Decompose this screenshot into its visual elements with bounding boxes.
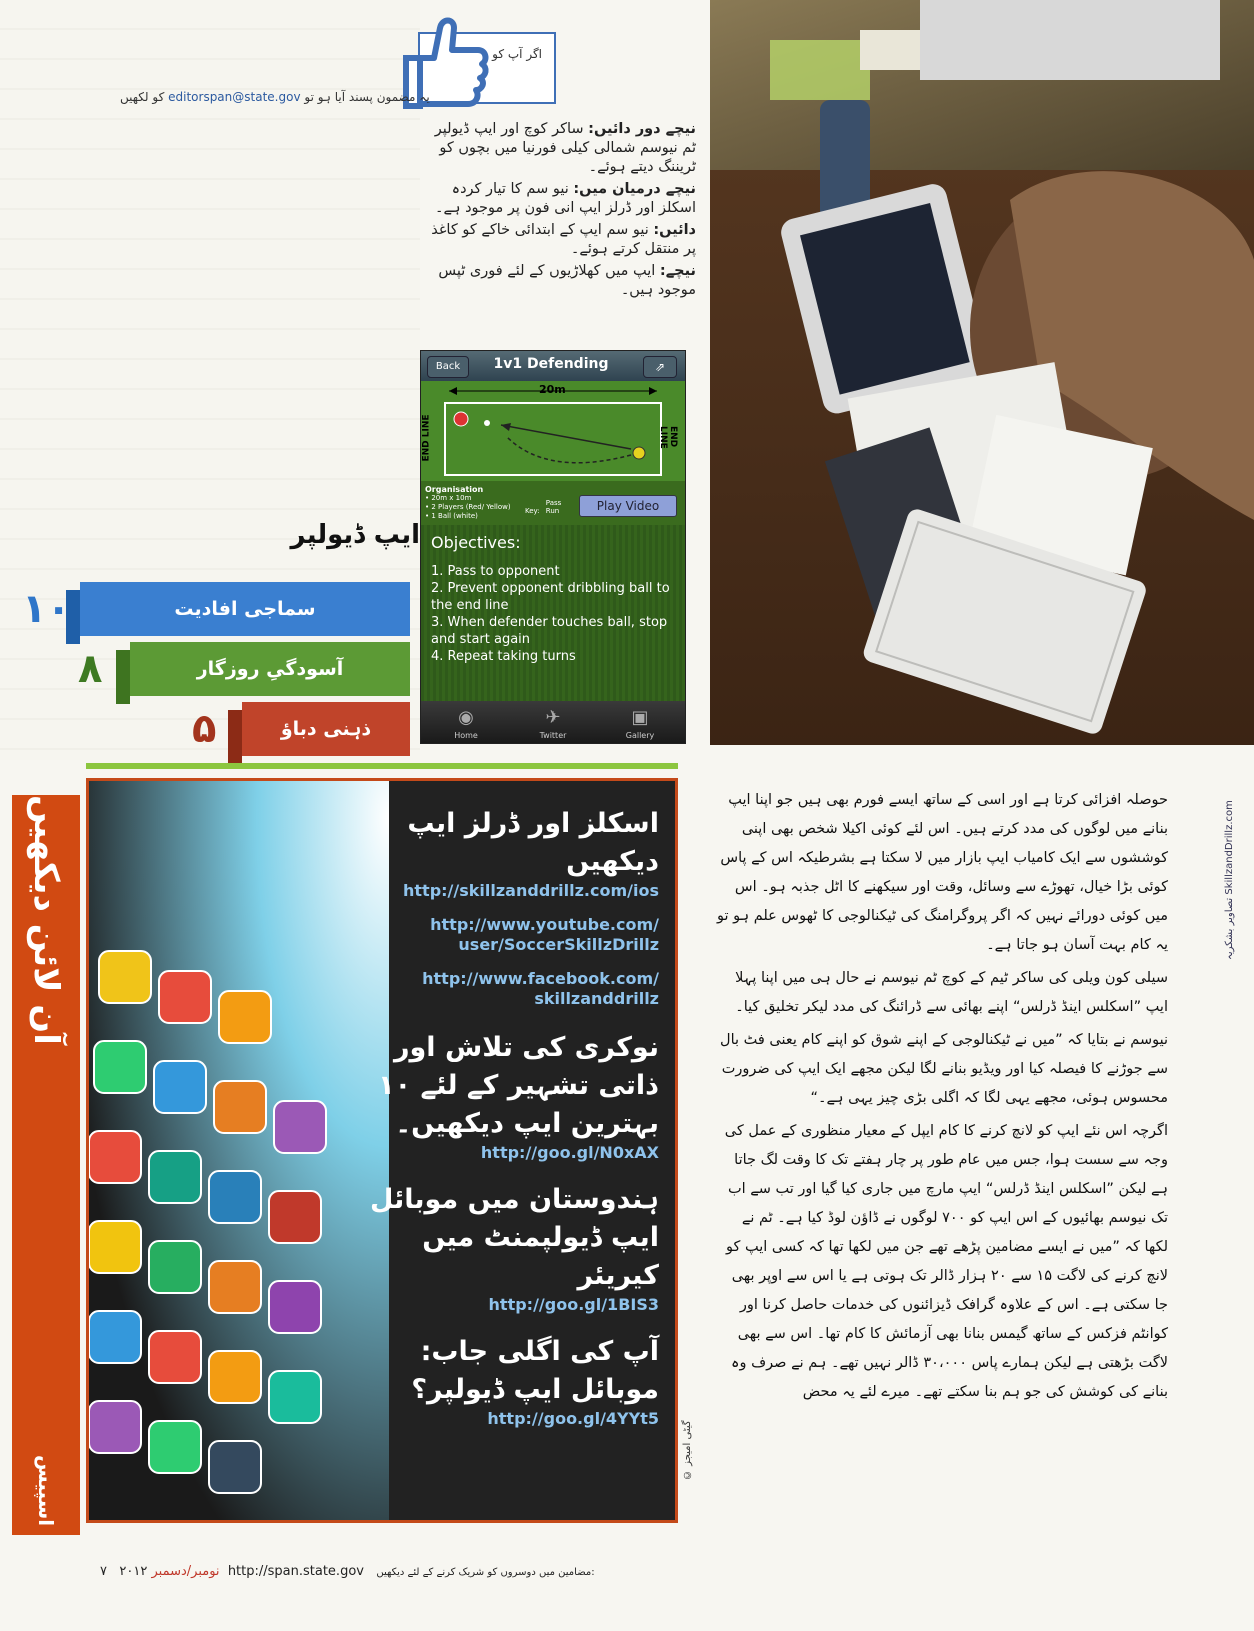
page-footer [100, 1564, 620, 1579]
pitch-drawing [421, 381, 685, 481]
objective-item: 2. Prevent opponent dribbling ball to the end line [431, 581, 670, 613]
developer-desk-photo [710, 0, 1254, 745]
rating-bar-job-comfort: آسودگیِ روزگار [130, 642, 410, 696]
objectives-list [431, 563, 679, 665]
like-message [120, 90, 430, 104]
online-side-banner [12, 795, 80, 1535]
end-line-left: END LINE [421, 414, 432, 462]
pitch-diagram [421, 381, 685, 481]
like-small-text: اگر آپ کو [492, 47, 542, 61]
end-line-right: END LINE [658, 426, 678, 449]
distance-label: 20m [539, 383, 566, 396]
link-heading: ہندوستان میں موبائل ایپ ڈیولپمنٹ میں کیریئر [370, 1184, 659, 1291]
link-url[interactable]: http://goo.gl/4YYt5 [487, 1409, 659, 1428]
share-icon[interactable]: ⇗ [643, 356, 677, 378]
ball-icon: ◉ [458, 707, 474, 728]
link-heading: آپ کی اگلی جاب: موبائل ایپ ڈیولپر؟ [411, 1336, 659, 1405]
page-number: ۷ [100, 1564, 107, 1579]
diagram-key: Key: Pass Run [525, 499, 562, 515]
back-button[interactable]: Back [427, 356, 469, 378]
app-tab-bar [421, 701, 685, 743]
link-url[interactable]: http://www.facebook.com/ skillzanddrillz [422, 969, 659, 1008]
like-box [120, 10, 560, 110]
bird-icon: ✈ [545, 707, 561, 728]
tab-gallery[interactable]: ▣ Gallery [625, 707, 655, 740]
bar-3-side [228, 710, 242, 764]
footer-url[interactable]: http://span.state.gov [227, 1564, 364, 1579]
article-paragraph: حوصلہ افزائی کرتا ہے اور اسی کے ساتھ ایسے فورم بھی ہیں جو اپنا ایپ بنانے میں لوگوں کی مدد کرتے ہیں۔ اس لئے کوئی اکیلا شخص بھی اپنی کوششوں سے ایک کامیاب ایپ بازار میں لا سکتا ہے بشرطیکہ اس کے پاس کوئی بڑا خیال، تھوڑے سے وسائل، وقت اور سیکھنے کا اٹل جذبہ ہو۔ اس میں کوئی دورائے نہیں کہ اگر پروگرامنگ کی ٹیکنالوجی کا ٹھوس علم ہو تو یہ کام بہت آسان ہو جاتا ہے۔ [716, 792, 1168, 953]
app-developer-title: ایپ ڈیولپر [290, 520, 420, 550]
objective-item: 4. Repeat taking turns [431, 649, 576, 664]
organisation-info: Organisation • 20m x 10m • 2 Players (Red/ Yellow) • 1 Ball (white) [425, 485, 511, 520]
article-body [716, 786, 1168, 1411]
link-url[interactable]: http://skillzanddrillz.com/ios [403, 881, 659, 900]
photo-captions [418, 120, 696, 303]
section-divider [86, 763, 678, 769]
magazine-name: اسپیس [34, 1455, 58, 1527]
app-icons-sphere-art [89, 781, 389, 1523]
photo-credit: تصاویر بشکریہ SkillzandDrillz.com [1224, 800, 1235, 960]
link-heading: نوکری کی تلاش اور ذاتی تشہیر کے لئے ۱۰ بہترین ایپ دیکھیں۔ [378, 1032, 659, 1139]
like-line-text: یہ مضمون پسند آیا ہو تو [304, 90, 430, 104]
link-heading: اسکلز اور ڈرلز ایپ دیکھیں [407, 808, 659, 877]
app-screen-title: 1v1 Defending [493, 356, 609, 372]
rating-value-mental-stress: ۵ [192, 706, 217, 752]
footer-share-text: مضامین میں دوسروں کو شریک کرنے کے لئے دیکھیں: [376, 1567, 595, 1578]
rating-bar-social-utility: سماجی افادیت [80, 582, 410, 636]
bar-2-side [116, 650, 130, 704]
rating-value-social-utility: ۱۰ [22, 586, 71, 632]
article-paragraph: اگرچہ اس نئے ایپ کو لانچ کرنے کا کام ایپل کے معیار منظوری کے عمل کی وجہ سے سست ہوا، جس میں عام طور پر چار ہفتے تک کا وقت لگ جاتا ہے لیکن ”اسکلس اینڈ ڈرلس“ ایپ مارچ میں جاری کیا گیا اور تب سے اب تک نیوسم بھائیوں کے اس ایپ کو ۷۰۰ لوگوں نے ڈاؤن لوڈ کیا ہے۔ ٹم نے لکھا کہ ”میں نے ایسے مضامین پڑھے تھے جن میں لکھا تھا کہ کسی ایپ کو لانچ کرنے کی لاگت ۱۵ سے ۲۰ ہزار ڈالر تک ہوتی ہے یا اس سے اوپر بھی جا سکتی ہے۔ اس کے علاوہ گرافک ڈیزائنوں کی خدمات حاصل کرنا اور کوانٹم فزکس کے ساتھ گیمس بنانا بھی آزمائش کا کام تھا۔ اس سے بھی لاگت بڑھتی ہے لیکن ہمارے پاس ۳۰،۰۰۰ ڈالر نہیں تھے۔ ہم نے صرف وہ بنانے کی کوشش کی جو ہم بنا سکتے تھے۔ میرے لئے یہ محض [724, 1123, 1168, 1400]
online-resources-panel [86, 778, 678, 1523]
link-url[interactable]: http://goo.gl/1BIS3 [488, 1295, 659, 1314]
panel-credit: © گیٹی امیجز [682, 1420, 693, 1480]
footer-issue: نومبر/دسمبر [151, 1564, 220, 1579]
article-paragraph: سیلی کون ویلی کی ساکر ٹیم کے کوچ ٹم نیوسم نے حال ہی میں اپنا پہلا ایپ ”اسکلس اینڈ ڈرلس“ اپنے بھائی سے ڈرائنگ کی مدد لیکر تخلیق کیا۔ [735, 970, 1168, 1015]
camera-icon: ▣ [631, 707, 649, 728]
online-links [369, 805, 659, 1429]
tab-home[interactable]: ◉ Home [454, 707, 478, 740]
caption-3: دائیں: نیو سم ایپ کے ابتدائی خاکے کو کاغذ پر منتقل کرتے ہوئے۔ [431, 222, 696, 257]
online-side-title: آن لائن دیکھیں [26, 795, 66, 1045]
objective-item: 1. Pass to opponent [431, 564, 560, 579]
like-suffix: کو لکھیں [120, 90, 165, 104]
app-screenshot [420, 350, 686, 744]
caption-1: نیچے دور دائیں: ساکر کوچ اور ایپ ڈیولپر ٹم نیوسم شمالی کیلی فورنیا میں بچوں کو ٹریننگ دیتے ہوئے۔ [434, 121, 696, 175]
app-header-bar [421, 351, 685, 381]
objective-item: 3. When defender touches ball, stop and start again [431, 615, 668, 647]
rating-bar-mental-stress: ذہنی دباؤ [242, 702, 410, 756]
caption-2: نیچے درمیان میں: نیو سم کا تیار کردہ اسکلز اور ڈرلز ایپ انی فون پر موجود ہے۔ [435, 181, 696, 216]
link-url[interactable]: http://goo.gl/N0xAX [480, 1143, 659, 1162]
objectives-panel [421, 525, 685, 701]
tab-twitter[interactable]: ✈ Twitter [539, 707, 567, 740]
caption-4: نیچے: ایپ میں کھلاڑیوں کے لئے فوری ٹپس موجود ہیں۔ [438, 263, 696, 298]
editor-email-link[interactable]: editorspan@state.gov [168, 90, 301, 104]
organisation-panel [421, 481, 685, 525]
objectives-title: Objectives: [431, 533, 521, 552]
link-url[interactable]: http://www.youtube.com/ user/SoccerSkillzDrillz [430, 915, 659, 954]
play-video-button[interactable]: Play Video [579, 495, 677, 517]
footer-year: ۲۰۱۲ [119, 1564, 148, 1579]
article-paragraph: نیوسم نے بتایا کہ ”میں نے ٹیکنالوجی کے اپنے شوق کو اپنے کام یعنی فٹ بال سے جوڑنے کا فیصلہ کیا اور ویڈیو بنانے لگا لیکن مجھے ایک ایپ کی ضرورت محسوس ہوئی، مجھے یہی لگا کہ اگلی بڑی چیز یہی ہے۔“ [720, 1032, 1168, 1106]
rating-value-job-comfort: ۸ [78, 646, 103, 692]
